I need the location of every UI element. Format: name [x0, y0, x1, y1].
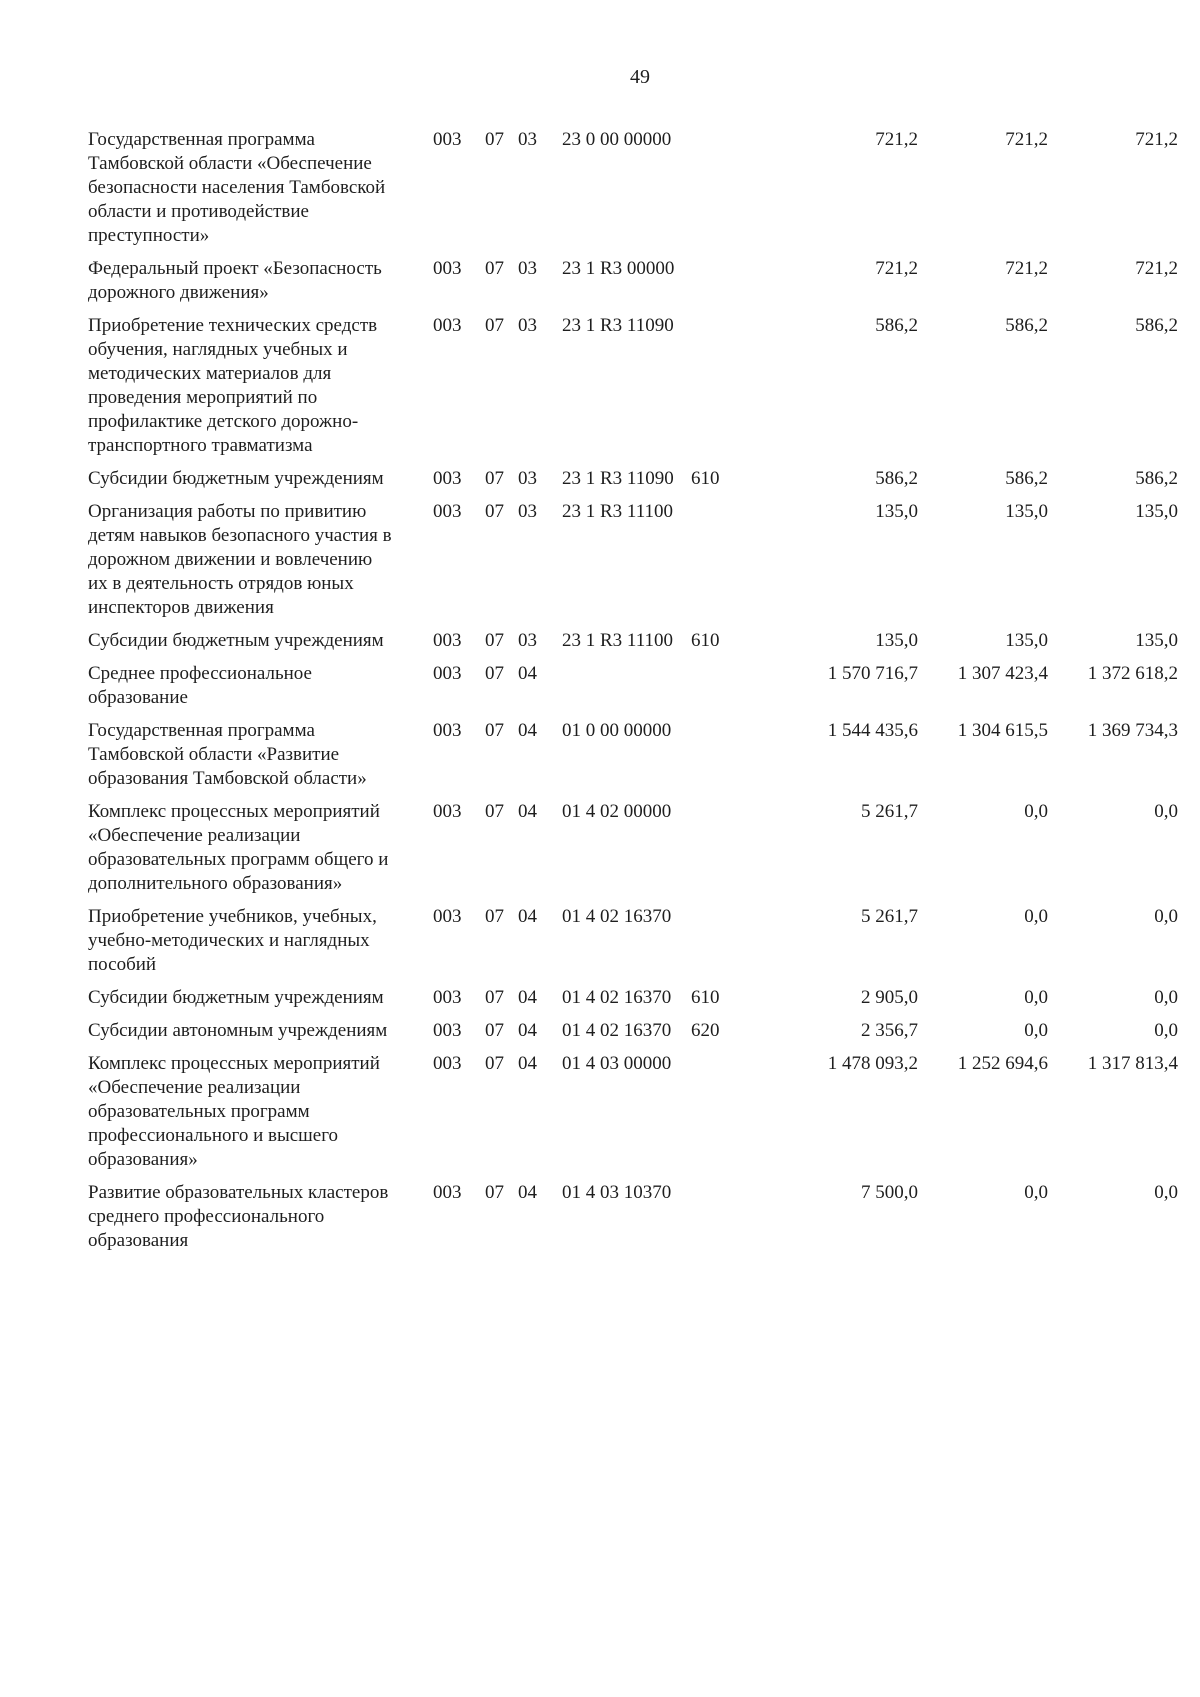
row-target-article-code: 23 1 R3 11100 [562, 630, 674, 651]
row-target-article-code: 01 4 03 00000 [562, 1053, 672, 1074]
table-row [88, 500, 1178, 620]
row-name: Приобретение учебников, учебных, учебно-методических и наглядных пособий [88, 906, 377, 975]
row-section-code: 07 [485, 906, 504, 927]
row-amount-year-3: 135,0 [1135, 630, 1178, 651]
row-subsection-code: 03 [518, 630, 537, 651]
row-target-article-code: 01 4 02 16370 [562, 987, 672, 1008]
row-amount-year-3: 721,2 [1135, 129, 1178, 150]
row-subsection-code: 03 [518, 258, 537, 279]
row-amount-year-2: 0,0 [1024, 1182, 1048, 1203]
row-amount-year-2: 586,2 [1005, 315, 1048, 336]
row-amount-year-2: 135,0 [1005, 630, 1048, 651]
table-row [88, 128, 1178, 248]
row-amount-year-2: 0,0 [1024, 1020, 1048, 1041]
row-name: Приобретение технических средств обучения, наглядных учебных и методических материалов для проведения мероприятий по профилактике детского дорожно-транспортного травматизма [88, 315, 378, 456]
table-row [88, 257, 1178, 305]
row-amount-year-3: 1 317 813,4 [1087, 1053, 1178, 1074]
row-amount-year-1: 7 500,0 [861, 1182, 918, 1203]
row-section-code: 07 [485, 1053, 504, 1074]
row-amount-year-1: 2 356,7 [861, 1020, 918, 1041]
page-number: 49 [630, 66, 650, 88]
row-section-code: 07 [485, 1020, 504, 1041]
row-target-article-code: 23 1 R3 11090 [562, 315, 674, 336]
row-amount-year-1: 721,2 [875, 129, 918, 150]
row-section-code: 07 [485, 630, 504, 651]
row-name: Комплекс процессных мероприятий «Обеспечение реализации образовательных программ общего и дополнительного образования» [88, 801, 389, 894]
row-name: Организация работы по привитию детям навыков безопасного участия в дорожном движении и вовлечению их в деятельность отрядов юных инспекторов движения [88, 501, 392, 618]
row-expense-type-code: 620 [691, 1020, 720, 1041]
row-section-code: 07 [485, 258, 504, 279]
table-row [88, 1052, 1178, 1172]
row-amount-year-3: 1 372 618,2 [1087, 663, 1178, 684]
row-ministry-code: 003 [433, 630, 462, 651]
row-amount-year-3: 721,2 [1135, 258, 1178, 279]
table-row [88, 1019, 1178, 1043]
row-name: Субсидии бюджетным учреждениям [88, 630, 384, 651]
row-subsection-code: 03 [518, 501, 537, 522]
budget-table [88, 128, 1178, 1262]
row-amount-year-3: 0,0 [1154, 801, 1178, 822]
table-row [88, 662, 1178, 710]
table-row [88, 986, 1178, 1010]
row-ministry-code: 003 [433, 315, 462, 336]
row-ministry-code: 003 [433, 501, 462, 522]
table-row [88, 314, 1178, 458]
row-amount-year-3: 0,0 [1154, 906, 1178, 927]
row-amount-year-1: 1 570 716,7 [827, 663, 918, 684]
row-amount-year-2: 0,0 [1024, 906, 1048, 927]
row-amount-year-1: 135,0 [875, 630, 918, 651]
row-target-article-code: 01 4 02 16370 [562, 906, 672, 927]
row-ministry-code: 003 [433, 129, 462, 150]
row-amount-year-2: 721,2 [1005, 129, 1048, 150]
row-name: Федеральный проект «Безопасность дорожного движения» [88, 258, 382, 303]
row-amount-year-3: 0,0 [1154, 1182, 1178, 1203]
row-target-article-code: 01 4 03 10370 [562, 1182, 672, 1203]
row-section-code: 07 [485, 129, 504, 150]
row-section-code: 07 [485, 987, 504, 1008]
row-target-article-code: 23 1 R3 11090 [562, 468, 674, 489]
row-target-article-code: 01 4 02 00000 [562, 801, 672, 822]
row-subsection-code: 04 [518, 1053, 537, 1074]
row-target-article-code: 01 0 00 00000 [562, 720, 672, 741]
table-row [88, 467, 1178, 491]
row-amount-year-1: 1 478 093,2 [827, 1053, 918, 1074]
row-section-code: 07 [485, 501, 504, 522]
row-amount-year-1: 135,0 [875, 501, 918, 522]
row-amount-year-3: 135,0 [1135, 501, 1178, 522]
row-amount-year-3: 0,0 [1154, 987, 1178, 1008]
row-amount-year-2: 1 304 615,5 [957, 720, 1048, 741]
table-row [88, 905, 1178, 977]
row-amount-year-2: 1 307 423,4 [957, 663, 1048, 684]
row-subsection-code: 04 [518, 987, 537, 1008]
row-expense-type-code: 610 [691, 468, 720, 489]
row-subsection-code: 04 [518, 906, 537, 927]
row-subsection-code: 04 [518, 1020, 537, 1041]
row-target-article-code: 23 1 R3 11100 [562, 501, 674, 522]
row-section-code: 07 [485, 720, 504, 741]
row-subsection-code: 03 [518, 129, 537, 150]
row-amount-year-3: 586,2 [1135, 468, 1178, 489]
row-amount-year-2: 135,0 [1005, 501, 1048, 522]
row-section-code: 07 [485, 315, 504, 336]
row-ministry-code: 003 [433, 801, 462, 822]
row-amount-year-2: 721,2 [1005, 258, 1048, 279]
row-subsection-code: 04 [518, 663, 537, 684]
row-subsection-code: 03 [518, 468, 537, 489]
row-amount-year-1: 5 261,7 [861, 906, 918, 927]
row-subsection-code: 04 [518, 1182, 537, 1203]
row-subsection-code: 04 [518, 801, 537, 822]
row-name: Субсидии бюджетным учреждениям [88, 987, 384, 1008]
row-amount-year-2: 0,0 [1024, 801, 1048, 822]
row-ministry-code: 003 [433, 987, 462, 1008]
row-name: Государственная программа Тамбовской области «Обеспечение безопасности населения Тамбовской области и противодействие преступности» [88, 129, 386, 246]
table-row [88, 800, 1178, 896]
row-ministry-code: 003 [433, 663, 462, 684]
row-amount-year-1: 721,2 [875, 258, 918, 279]
row-amount-year-1: 586,2 [875, 315, 918, 336]
row-section-code: 07 [485, 663, 504, 684]
row-ministry-code: 003 [433, 1053, 462, 1074]
row-target-article-code: 23 0 00 00000 [562, 129, 672, 150]
row-amount-year-1: 586,2 [875, 468, 918, 489]
row-amount-year-3: 0,0 [1154, 1020, 1178, 1041]
row-amount-year-1: 2 905,0 [861, 987, 918, 1008]
row-name: Субсидии бюджетным учреждениям [88, 468, 384, 489]
row-name: Развитие образовательных кластеров среднего профессионального образования [88, 1182, 389, 1251]
row-section-code: 07 [485, 468, 504, 489]
row-ministry-code: 003 [433, 1020, 462, 1041]
row-section-code: 07 [485, 1182, 504, 1203]
row-subsection-code: 04 [518, 720, 537, 741]
row-target-article-code: 23 1 R3 00000 [562, 258, 675, 279]
row-name: Субсидии автономным учреждениям [88, 1020, 388, 1041]
row-amount-year-1: 1 544 435,6 [827, 720, 918, 741]
row-ministry-code: 003 [433, 1182, 462, 1203]
row-amount-year-2: 586,2 [1005, 468, 1048, 489]
row-expense-type-code: 610 [691, 987, 720, 1008]
row-amount-year-3: 1 369 734,3 [1087, 720, 1178, 741]
table-row [88, 629, 1178, 653]
row-ministry-code: 003 [433, 468, 462, 489]
row-section-code: 07 [485, 801, 504, 822]
row-amount-year-2: 1 252 694,6 [957, 1053, 1048, 1074]
table-row [88, 1181, 1178, 1253]
row-ministry-code: 003 [433, 720, 462, 741]
row-name: Государственная программа Тамбовской области «Развитие образования Тамбовской области» [88, 720, 367, 789]
row-target-article-code: 01 4 02 16370 [562, 1020, 672, 1041]
row-name: Комплекс процессных мероприятий «Обеспечение реализации образовательных программ профессионального и высшего образования» [88, 1053, 380, 1170]
row-expense-type-code: 610 [691, 630, 720, 651]
row-amount-year-2: 0,0 [1024, 987, 1048, 1008]
row-amount-year-3: 586,2 [1135, 315, 1178, 336]
row-ministry-code: 003 [433, 906, 462, 927]
row-ministry-code: 003 [433, 258, 462, 279]
row-subsection-code: 03 [518, 315, 537, 336]
row-amount-year-1: 5 261,7 [861, 801, 918, 822]
row-name: Среднее профессиональное образование [88, 663, 312, 708]
table-row [88, 719, 1178, 791]
